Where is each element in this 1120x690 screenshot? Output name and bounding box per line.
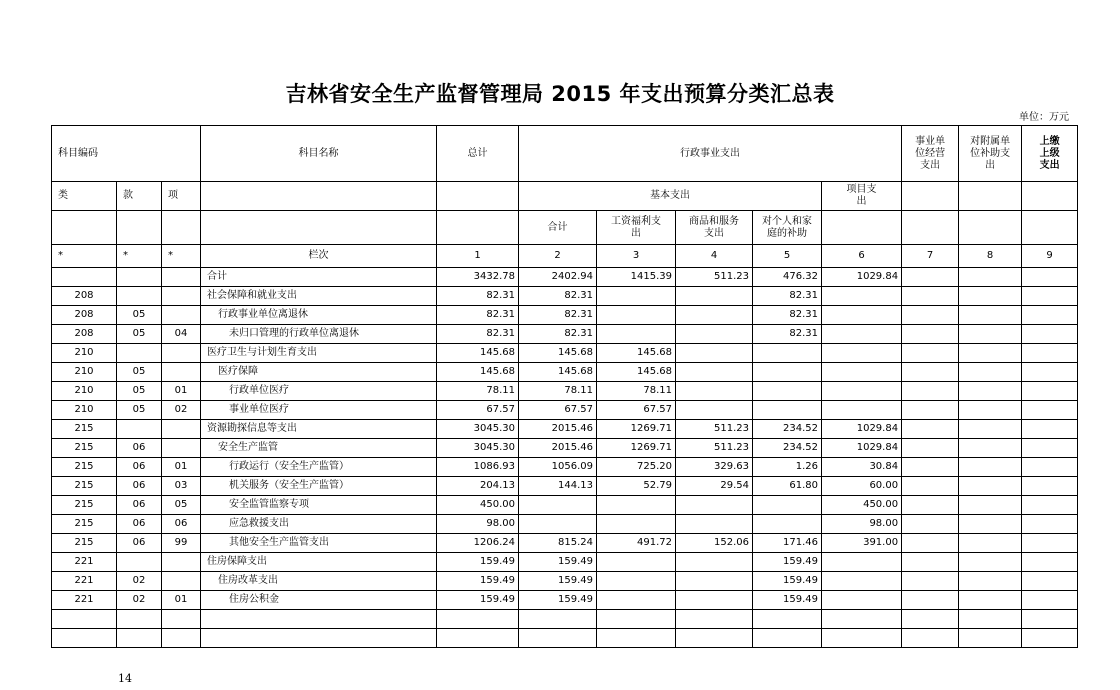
- cell-name: 事业单位医疗: [201, 401, 437, 420]
- cell-salary: [597, 515, 676, 534]
- star-kuan: *: [117, 245, 162, 268]
- cell-project: [822, 553, 902, 572]
- cell-goods: [676, 306, 753, 325]
- cell-personal: 476.32: [753, 268, 822, 287]
- cell-affiliate: [959, 477, 1022, 496]
- table-row: [52, 515, 1078, 534]
- cell-salary: 1415.39: [597, 268, 676, 287]
- cell-xiang: [162, 268, 201, 287]
- cell-enterprise: [902, 401, 959, 420]
- cell-name: 行政事业单位离退休: [201, 306, 437, 325]
- cell-basic-total: 2402.94: [519, 268, 597, 287]
- cell-kuan: 02: [117, 572, 162, 591]
- cell-enterprise: [902, 591, 959, 610]
- header-enterprise: 事业单位经营支出: [902, 126, 959, 182]
- header-row-2: [52, 182, 1078, 211]
- cell-affiliate: [959, 287, 1022, 306]
- cell-salary: [597, 591, 676, 610]
- cell-kuan: 06: [117, 496, 162, 515]
- cell-xiang: 01: [162, 591, 201, 610]
- cell-name: 社会保障和就业支出: [201, 287, 437, 306]
- header-affiliate: 对附属单位补助支出: [959, 126, 1022, 182]
- cell-enterprise: [902, 420, 959, 439]
- cell-name: 资源勘探信息等支出: [201, 420, 437, 439]
- cell-lei: 215: [52, 477, 117, 496]
- page-number: 14: [118, 672, 132, 685]
- cell-name: 医疗保障: [201, 363, 437, 382]
- cell-lei: 221: [52, 572, 117, 591]
- header-row-1: [52, 126, 1078, 182]
- header-lei: 类: [52, 182, 117, 211]
- cell-name: 应急救援支出: [201, 515, 437, 534]
- col-num-1: 1: [437, 245, 519, 268]
- cell-goods: [676, 287, 753, 306]
- cell-salary: [597, 287, 676, 306]
- cell-basic-total: 78.11: [519, 382, 597, 401]
- cell-xiang: [162, 553, 201, 572]
- cell-personal: [753, 382, 822, 401]
- cell-goods: 329.63: [676, 458, 753, 477]
- cell-lei: 210: [52, 401, 117, 420]
- cell-basic-total: 815.24: [519, 534, 597, 553]
- col-num-4: 4: [676, 245, 753, 268]
- cell-xiang: 03: [162, 477, 201, 496]
- cell-basic-total: 82.31: [519, 306, 597, 325]
- cell-personal: 159.49: [753, 572, 822, 591]
- cell-xiang: 05: [162, 496, 201, 515]
- header-subtotal: 合计: [519, 211, 597, 245]
- cell-xiang: [162, 287, 201, 306]
- table-row: [52, 306, 1078, 325]
- cell-project: 60.00: [822, 477, 902, 496]
- cell-kuan: 06: [117, 515, 162, 534]
- cell-basic-total: 67.57: [519, 401, 597, 420]
- cell-enterprise: [902, 553, 959, 572]
- cell-goods: [676, 363, 753, 382]
- cell-name: 机关服务（安全生产监管）: [201, 477, 437, 496]
- cell-enterprise: [902, 458, 959, 477]
- cell-enterprise: [902, 344, 959, 363]
- table-row: [52, 572, 1078, 591]
- cell-enterprise: [902, 439, 959, 458]
- star-xiang: *: [162, 245, 201, 268]
- cell-project: [822, 287, 902, 306]
- cell-upper: [1022, 477, 1078, 496]
- cell-personal: 1.26: [753, 458, 822, 477]
- cell-name: 住房公积金: [201, 591, 437, 610]
- header-name: 科目名称: [201, 126, 437, 182]
- cell-salary: [597, 496, 676, 515]
- cell-enterprise: [902, 534, 959, 553]
- cell-upper: [1022, 382, 1078, 401]
- cell-affiliate: [959, 325, 1022, 344]
- cell-project: [822, 363, 902, 382]
- cell-name: 合计: [201, 268, 437, 287]
- cell-personal: 171.46: [753, 534, 822, 553]
- cell-goods: [676, 401, 753, 420]
- cell-personal: [753, 515, 822, 534]
- cell-affiliate: [959, 534, 1022, 553]
- cell-affiliate: [959, 382, 1022, 401]
- cell-project: 1029.84: [822, 420, 902, 439]
- cell-kuan: [117, 287, 162, 306]
- cell-project: 1029.84: [822, 439, 902, 458]
- table-row: [52, 477, 1078, 496]
- cell-salary: [597, 553, 676, 572]
- col-num-6: 6: [822, 245, 902, 268]
- header-project: 项目支出: [822, 182, 902, 211]
- cell-kuan: 06: [117, 477, 162, 496]
- cell-salary: 145.68: [597, 363, 676, 382]
- cell-kuan: 06: [117, 439, 162, 458]
- cell-xiang: [162, 306, 201, 325]
- cell-upper: [1022, 496, 1078, 515]
- cell-upper: [1022, 363, 1078, 382]
- table-row: [52, 268, 1078, 287]
- cell-kuan: 05: [117, 382, 162, 401]
- cell-salary: 78.11: [597, 382, 676, 401]
- cell-personal: [753, 344, 822, 363]
- table-row: [52, 534, 1078, 553]
- cell-lei: 215: [52, 458, 117, 477]
- cell-project: 98.00: [822, 515, 902, 534]
- table-row: [52, 287, 1078, 306]
- cell-project: [822, 401, 902, 420]
- header-basic: 基本支出: [519, 182, 822, 211]
- header-total: 总计: [437, 126, 519, 182]
- cell-xiang: 06: [162, 515, 201, 534]
- col-num-8: 8: [959, 245, 1022, 268]
- cell-basic-total: 145.68: [519, 344, 597, 363]
- cell-total: 78.11: [437, 382, 519, 401]
- cell-goods: [676, 344, 753, 363]
- cell-total: 67.57: [437, 401, 519, 420]
- cell-lei: 215: [52, 515, 117, 534]
- cell-kuan: 05: [117, 306, 162, 325]
- cell-enterprise: [902, 477, 959, 496]
- cell-project: [822, 382, 902, 401]
- cell-salary: 491.72: [597, 534, 676, 553]
- cell-personal: 159.49: [753, 591, 822, 610]
- cell-xiang: 01: [162, 382, 201, 401]
- cell-upper: [1022, 306, 1078, 325]
- cell-enterprise: [902, 306, 959, 325]
- cell-xiang: 99: [162, 534, 201, 553]
- cell-total: 3432.78: [437, 268, 519, 287]
- cell-basic-total: 159.49: [519, 591, 597, 610]
- cell-enterprise: [902, 287, 959, 306]
- cell-goods: [676, 496, 753, 515]
- header-goods: 商品和服务支出: [676, 211, 753, 245]
- header-row-3: [52, 211, 1078, 245]
- cell-personal: [753, 363, 822, 382]
- cell-goods: 511.23: [676, 420, 753, 439]
- cell-personal: 159.49: [753, 553, 822, 572]
- cell-affiliate: [959, 420, 1022, 439]
- cell-project: 30.84: [822, 458, 902, 477]
- col-num-5: 5: [753, 245, 822, 268]
- cell-salary: 67.57: [597, 401, 676, 420]
- table-row: [52, 420, 1078, 439]
- cell-lei: 215: [52, 534, 117, 553]
- cell-basic-total: 82.31: [519, 287, 597, 306]
- cell-name: 行政单位医疗: [201, 382, 437, 401]
- cell-goods: [676, 572, 753, 591]
- cell-name: 住房保障支出: [201, 553, 437, 572]
- cell-total: 82.31: [437, 306, 519, 325]
- cell-name: 安全监管监察专项: [201, 496, 437, 515]
- cell-total: 98.00: [437, 515, 519, 534]
- cell-affiliate: [959, 344, 1022, 363]
- table-row: [52, 382, 1078, 401]
- cell-total: 159.49: [437, 591, 519, 610]
- cell-basic-total: 1056.09: [519, 458, 597, 477]
- cell-goods: [676, 553, 753, 572]
- cell-project: 450.00: [822, 496, 902, 515]
- cell-name: 医疗卫生与计划生育支出: [201, 344, 437, 363]
- cell-salary: [597, 325, 676, 344]
- cell-basic-total: 2015.46: [519, 439, 597, 458]
- star-lei: *: [52, 245, 117, 268]
- cell-personal: 234.52: [753, 420, 822, 439]
- cell-affiliate: [959, 496, 1022, 515]
- budget-table: [51, 125, 1078, 648]
- cell-affiliate: [959, 268, 1022, 287]
- header-personal: 对个人和家庭的补助: [753, 211, 822, 245]
- cell-xiang: 01: [162, 458, 201, 477]
- cell-basic-total: 82.31: [519, 325, 597, 344]
- cell-personal: 82.31: [753, 325, 822, 344]
- cell-personal: 82.31: [753, 287, 822, 306]
- cell-personal: 234.52: [753, 439, 822, 458]
- cell-affiliate: [959, 591, 1022, 610]
- header-xiang: 项: [162, 182, 201, 211]
- cell-goods: 511.23: [676, 439, 753, 458]
- cell-salary: [597, 306, 676, 325]
- header-upper: 上缴上级支出: [1022, 126, 1078, 182]
- cell-upper: [1022, 344, 1078, 363]
- cell-upper: [1022, 553, 1078, 572]
- header-code: 科目编码: [52, 126, 201, 182]
- cell-affiliate: [959, 515, 1022, 534]
- cell-enterprise: [902, 382, 959, 401]
- cell-lei: 208: [52, 325, 117, 344]
- cell-total: 450.00: [437, 496, 519, 515]
- cell-lei: 210: [52, 344, 117, 363]
- cell-basic-total: [519, 515, 597, 534]
- cell-xiang: [162, 420, 201, 439]
- cell-upper: [1022, 439, 1078, 458]
- cell-total: 145.68: [437, 344, 519, 363]
- header-admin: 行政事业支出: [519, 126, 902, 182]
- cell-xiang: [162, 572, 201, 591]
- cell-goods: 29.54: [676, 477, 753, 496]
- col-num-9: 9: [1022, 245, 1078, 268]
- cell-personal: [753, 496, 822, 515]
- table-row: [52, 439, 1078, 458]
- cell-goods: [676, 382, 753, 401]
- col-num-3: 3: [597, 245, 676, 268]
- cell-lei: 208: [52, 287, 117, 306]
- cell-kuan: [117, 420, 162, 439]
- cell-kuan: [117, 344, 162, 363]
- cell-salary: 145.68: [597, 344, 676, 363]
- table-row: [52, 363, 1078, 382]
- table-row: [52, 344, 1078, 363]
- cell-total: 159.49: [437, 553, 519, 572]
- cell-basic-total: 145.68: [519, 363, 597, 382]
- cell-salary: 1269.71: [597, 439, 676, 458]
- cell-salary: [597, 572, 676, 591]
- cell-lei: 215: [52, 439, 117, 458]
- header-kuan: 款: [117, 182, 162, 211]
- cell-lei: 215: [52, 420, 117, 439]
- header-row-4: [52, 245, 1078, 268]
- cell-basic-total: [519, 496, 597, 515]
- cell-upper: [1022, 268, 1078, 287]
- cell-enterprise: [902, 572, 959, 591]
- cell-kuan: 06: [117, 458, 162, 477]
- cell-name: 行政运行（安全生产监管）: [201, 458, 437, 477]
- table-row: [52, 591, 1078, 610]
- cell-total: 145.68: [437, 363, 519, 382]
- cell-kuan: 05: [117, 325, 162, 344]
- cell-xiang: [162, 344, 201, 363]
- cell-project: 391.00: [822, 534, 902, 553]
- cell-upper: [1022, 591, 1078, 610]
- cell-lei: 221: [52, 553, 117, 572]
- cell-goods: [676, 325, 753, 344]
- cell-upper: [1022, 420, 1078, 439]
- cell-kuan: 05: [117, 363, 162, 382]
- cell-lei: 210: [52, 363, 117, 382]
- cell-affiliate: [959, 306, 1022, 325]
- cell-xiang: 02: [162, 401, 201, 420]
- table-body: [52, 268, 1078, 648]
- col-num-7: 7: [902, 245, 959, 268]
- cell-lei: 210: [52, 382, 117, 401]
- cell-goods: 511.23: [676, 268, 753, 287]
- cell-basic-total: 159.49: [519, 553, 597, 572]
- cell-kuan: 06: [117, 534, 162, 553]
- cell-total: 1206.24: [437, 534, 519, 553]
- cell-goods: [676, 515, 753, 534]
- cell-goods: [676, 591, 753, 610]
- cell-kuan: 05: [117, 401, 162, 420]
- cell-name: 住房改革支出: [201, 572, 437, 591]
- table-row: [52, 458, 1078, 477]
- empty-row: [52, 610, 1078, 629]
- cell-basic-total: 159.49: [519, 572, 597, 591]
- cell-enterprise: [902, 515, 959, 534]
- cell-total: 82.31: [437, 287, 519, 306]
- cell-project: [822, 591, 902, 610]
- cell-upper: [1022, 515, 1078, 534]
- cell-affiliate: [959, 553, 1022, 572]
- cell-total: 3045.30: [437, 439, 519, 458]
- cell-affiliate: [959, 439, 1022, 458]
- unit-label: 单位：万元: [1019, 112, 1069, 123]
- cell-upper: [1022, 325, 1078, 344]
- cell-total: 3045.30: [437, 420, 519, 439]
- cell-salary: 52.79: [597, 477, 676, 496]
- cell-project: [822, 344, 902, 363]
- cell-affiliate: [959, 572, 1022, 591]
- cell-enterprise: [902, 325, 959, 344]
- table-row: [52, 325, 1078, 344]
- header-lanci: 栏次: [201, 245, 437, 268]
- cell-lei: 208: [52, 306, 117, 325]
- cell-name: 未归口管理的行政单位离退休: [201, 325, 437, 344]
- cell-upper: [1022, 401, 1078, 420]
- page-title: 吉林省安全生产监督管理局 2015 年支出预算分类汇总表: [285, 82, 835, 106]
- cell-xiang: [162, 439, 201, 458]
- cell-total: 204.13: [437, 477, 519, 496]
- cell-upper: [1022, 534, 1078, 553]
- cell-total: 1086.93: [437, 458, 519, 477]
- cell-xiang: [162, 363, 201, 382]
- cell-salary: 725.20: [597, 458, 676, 477]
- cell-enterprise: [902, 268, 959, 287]
- col-num-2: 2: [519, 245, 597, 268]
- cell-affiliate: [959, 458, 1022, 477]
- cell-kuan: 02: [117, 591, 162, 610]
- cell-project: [822, 306, 902, 325]
- cell-personal: [753, 401, 822, 420]
- table-row: [52, 553, 1078, 572]
- cell-upper: [1022, 287, 1078, 306]
- cell-salary: 1269.71: [597, 420, 676, 439]
- cell-lei: 215: [52, 496, 117, 515]
- cell-upper: [1022, 572, 1078, 591]
- cell-enterprise: [902, 363, 959, 382]
- cell-project: 1029.84: [822, 268, 902, 287]
- cell-name: 安全生产监管: [201, 439, 437, 458]
- cell-project: [822, 572, 902, 591]
- table-row: [52, 401, 1078, 420]
- header-salary: 工资福利支出: [597, 211, 676, 245]
- cell-name: 其他安全生产监管支出: [201, 534, 437, 553]
- cell-affiliate: [959, 401, 1022, 420]
- cell-lei: 221: [52, 591, 117, 610]
- cell-upper: [1022, 458, 1078, 477]
- empty-row: [52, 629, 1078, 648]
- cell-enterprise: [902, 496, 959, 515]
- cell-personal: 61.80: [753, 477, 822, 496]
- cell-goods: 152.06: [676, 534, 753, 553]
- cell-project: [822, 325, 902, 344]
- cell-basic-total: 144.13: [519, 477, 597, 496]
- cell-xiang: 04: [162, 325, 201, 344]
- cell-total: 159.49: [437, 572, 519, 591]
- cell-lei: [52, 268, 117, 287]
- table-row: [52, 496, 1078, 515]
- cell-total: 82.31: [437, 325, 519, 344]
- cell-basic-total: 2015.46: [519, 420, 597, 439]
- cell-personal: 82.31: [753, 306, 822, 325]
- cell-kuan: [117, 268, 162, 287]
- cell-kuan: [117, 553, 162, 572]
- cell-affiliate: [959, 363, 1022, 382]
